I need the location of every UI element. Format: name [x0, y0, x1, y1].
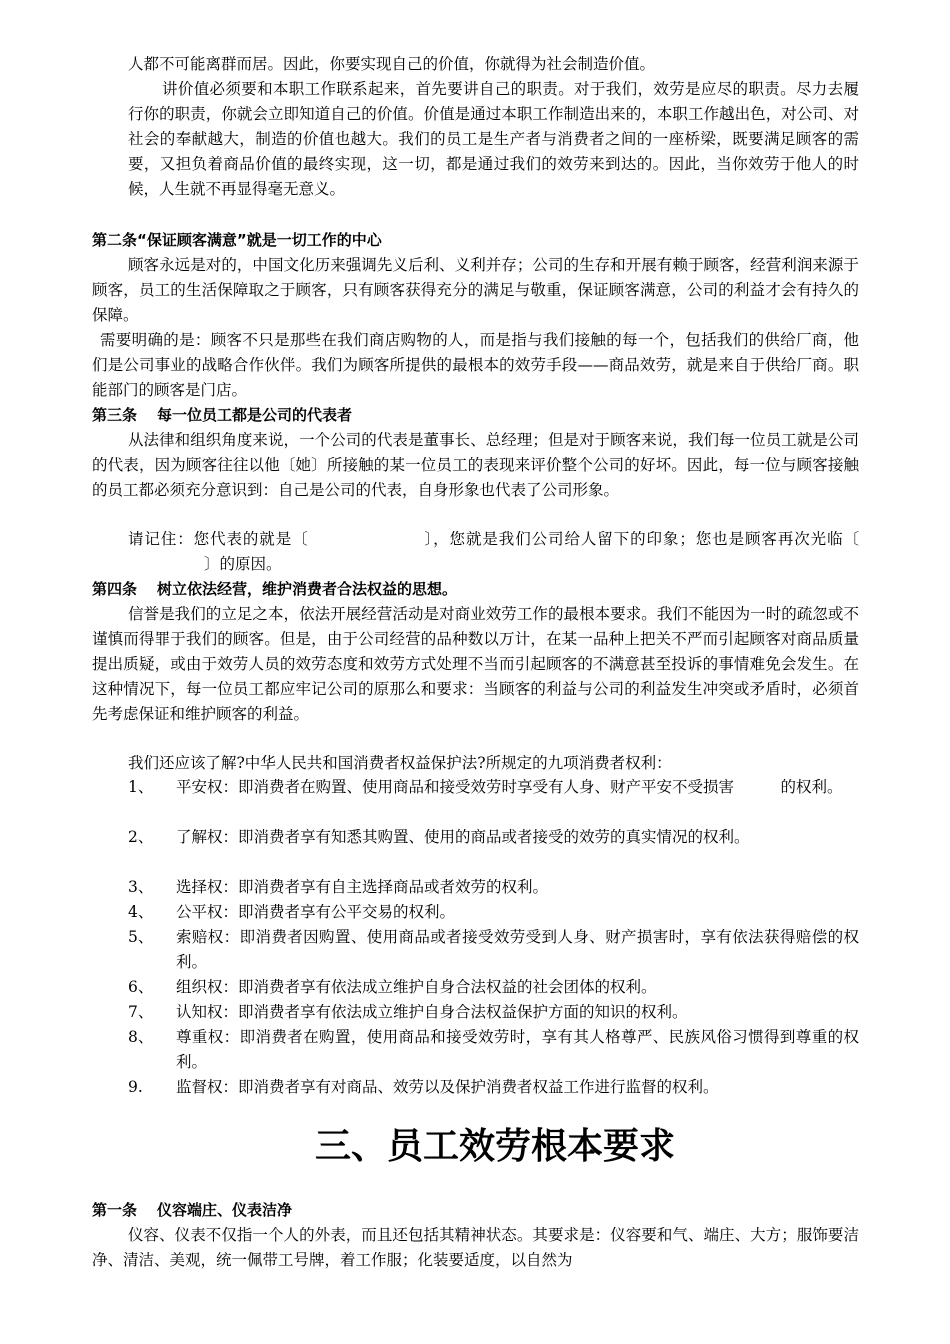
list-item: 2、 了解权：即消费者享有知悉其购置、使用的商品或者接受的效劳的真实情况的权利。	[128, 828, 750, 846]
article-4-paragraph-1: 信誉是我们的立足之本，依法开展经营活动是对商业效劳工作的最根本要求。我们不能因为一时的疏忽或不谨慎而得罪于我们的顾客。但是，由于公司经营的品种数以万计，在某一品种上把关不严而引起顾客对商品质量提出质疑，或由于效劳人员的效劳态度和效劳方式处理不当而引起顾客的不满意甚至投诉的事情难免会发生。在这种情况下，每一位员工都应牢记公司的原那么和要求：当顾客的利益与公司的利益发生冲突或矛盾时，必须首先考虑保证和维护顾客的利益。	[92, 605, 859, 723]
article-3-paragraph-1: 从法律和组织角度来说，一个公司的代表是董事长、总经理；但是对于顾客来说，我们每一位员工就是公司的代表，因为顾客往往以他〔她〕所接触的某一位员工的表现来评价整个公司的好坏。因此，每一位与顾客接触的员工都必须充分意识到：自己是公司的代表，自身形象也代表了公司形象。	[92, 431, 859, 499]
list-item: 3、 选择权：即消费者享有自主选择商品或者效劳的权利。	[128, 878, 549, 896]
article-4-title: 树立依法经营，维护消费者合法权益的思想。	[157, 580, 458, 598]
section-3-article-1-number: 第一条	[92, 1201, 138, 1219]
list-item: 1、 平安权：即消费者在购置、使用商品和接受效劳时享受有人身、财产平安不受损害 的权利。	[128, 778, 843, 796]
list-item: 4、 公平权：即消费者享有公平交易的权利。	[128, 903, 456, 921]
list-item: 8、 尊重权：即消费者在购置，使用商品和接受效劳时，享有其人格尊严、民族风俗习惯得到尊重的权利。	[128, 1028, 859, 1071]
section-title: 三、员工效劳根本要求	[314, 1126, 675, 1167]
section-3-paragraph-1: 仪容、仪表不仅指一个人的外表，而且还包括其精神状态。其要求是：仪容要和气、端庄、大方；服饰要洁净、清洁、美观，统一佩带工号牌，着工作服；化装要适度，以自然为	[92, 1226, 859, 1269]
article-3-number: 第三条	[92, 406, 138, 424]
article-3-heading	[92, 403, 859, 428]
article-3-paragraph-2	[92, 527, 859, 577]
article-4-paragraph-2: 我们还应该了解?中华人民共和国消费者权益保护法?所规定的九项消费者权利：	[128, 754, 672, 772]
intro-paragraph: 讲价值必须要和本职工作联系起来，首先要讲自己的职责。对于我们，效劳是应尽的职责。尽力去履行你的职责，你就会立即知道自己的价值。价值是通过本职工作制造出来的，本职工作越出色，对公司、对社会的奉献越大，制造的价值也越大。我们的员工是生产者与消费者之间的一座桥梁，既要满足顾客的需要，又担负着商品价值的最终实现，这一切，都是通过我们的效劳来到达的。因此，当你效劳于他人的时候，人生就不再显得毫无意义。	[128, 80, 859, 198]
intro-line: 人都不可能离群而居。因此，你要实现自己的价值，你就得为社会制造价值。	[128, 55, 656, 73]
article-4-heading	[92, 577, 859, 602]
list-item: 7、 认知权：即消费者享有依法成立维护自身合法权益保护方面的知识的权利。	[128, 1003, 688, 1021]
fill-in-suffix: 〕的原因。	[204, 555, 282, 573]
section-3-article-1-heading	[92, 1198, 859, 1223]
article-3-title: 每一位员工都是公司的代表者	[157, 406, 353, 424]
list-item: 5、 索赔权：即消费者因购置、使用商品或者接受效劳受到人身、财产损害时，享有依法获得赔偿的权利。	[128, 928, 859, 971]
section-3-article-1-title: 仪容端庄、仪表洁净	[157, 1201, 293, 1219]
fill-in-prefix: 请记住：您代表的就是〔	[128, 530, 309, 548]
fill-in-middle: 〕，您就是我们公司给人留下的印象；您也是顾客再次光临〔	[423, 530, 859, 548]
article-2-paragraph-2: 需要明确的是：顾客不只是那些在我们商店购物的人，而是指与我们接触的每一个，包括我们的供给厂商，他们是公司事业的战略合作伙伴。我们为顾客所提供的最根本的效劳手段——商品效劳，就是来自于供给厂商。职能部门的顾客是门店。	[92, 331, 859, 399]
list-item: 9. 监督权：即消费者享有对商品、效劳以及保护消费者权益工作进行监督的权利。	[128, 1078, 719, 1096]
article-2-heading: 第二条“保证顾客满意”就是一切工作的中心	[92, 231, 382, 249]
list-item: 6、 组织权：即消费者享有依法成立维护自身合法权益的社会团体的权利。	[128, 978, 657, 996]
article-4-number: 第四条	[92, 580, 138, 598]
article-2-paragraph-1: 顾客永远是对的，中国文化历来强调先义后利、义利并存；公司的生存和开展有赖于顾客，经营利润来源于顾客，员工的生活保障取之于顾客，只有顾客获得充分的满足与敬重，保证顾客满意，公司的利益才会有持久的保障。	[92, 256, 859, 324]
